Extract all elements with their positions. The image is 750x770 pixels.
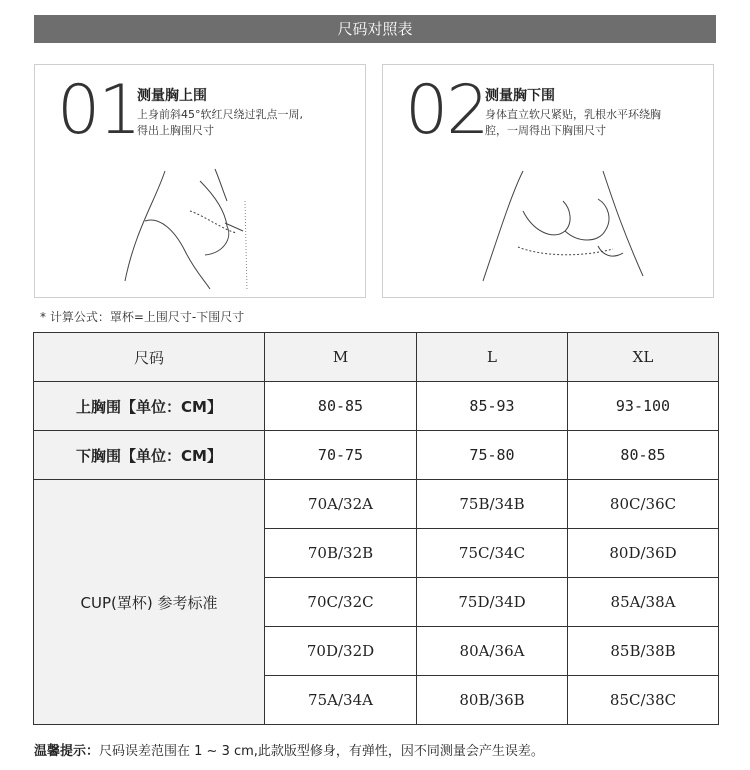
page-title: 尺码对照表 [34, 15, 716, 43]
table-cell: 80-85 [265, 382, 417, 431]
step-card-under-bust [382, 64, 714, 298]
row-label-upper-bust: 上胸围【单位：CM】 [34, 382, 265, 431]
table-cell: 75B/34B [417, 480, 568, 529]
table-row [34, 382, 719, 431]
step-desc-line: 身体直立软尺紧贴，乳根水平环绕胸 [485, 108, 661, 121]
size-chart-table [33, 332, 719, 725]
tip-text: 尺码误差范围在 1 ~ 3 cm,此款版型修身，有弹性，因不同测量会产生误差。 [99, 744, 544, 759]
row-label-cup: CUP(罩杯) 参考标准 [34, 480, 265, 725]
table-cell: 75D/34D [417, 578, 568, 627]
table-header-row [34, 333, 719, 382]
step-description [485, 107, 705, 139]
table-row [34, 431, 719, 480]
table-cell: 80C/36C [568, 480, 719, 529]
step-card-upper-bust [34, 64, 366, 298]
header-cell-size: 尺码 [34, 333, 265, 382]
table-cell: 93-100 [568, 382, 719, 431]
table-cell: 85B/38B [568, 627, 719, 676]
step-desc-line: 腔，一周得出下胸围尺寸 [485, 124, 606, 137]
header-cell-l: L [417, 333, 568, 382]
table-cell: 80D/36D [568, 529, 719, 578]
header-cell-xl: XL [568, 333, 719, 382]
table-cell: 70B/32B [265, 529, 417, 578]
step-number: 01 [57, 71, 140, 150]
table-cell: 75A/34A [265, 676, 417, 725]
table-cell: 85-93 [417, 382, 568, 431]
formula-note: * 计算公式：罩杯=上围尺寸-下围尺寸 [40, 310, 245, 324]
under-bust-measure-illustration [453, 161, 653, 291]
table-cell: 70A/32A [265, 480, 417, 529]
table-cell: 85A/38A [568, 578, 719, 627]
header-cell-m: M [265, 333, 417, 382]
upper-bust-measure-illustration [105, 161, 305, 291]
step-number: 02 [405, 71, 488, 150]
table-cell: 75C/34C [417, 529, 568, 578]
warm-tip [34, 740, 544, 759]
table-cell: 85C/38C [568, 676, 719, 725]
table-row [34, 480, 719, 529]
step-description [137, 107, 357, 139]
table-cell: 80A/36A [417, 627, 568, 676]
table-cell: 80-85 [568, 431, 719, 480]
step-title: 测量胸下围 [485, 88, 555, 104]
table-cell: 70D/32D [265, 627, 417, 676]
step-desc-line: 上身前斜45°软红尺绕过乳点一周, [137, 108, 303, 121]
tip-label: 温馨提示： [34, 744, 100, 759]
table-cell: 75-80 [417, 431, 568, 480]
step-desc-line: 得出上胸围尺寸 [137, 124, 214, 137]
table-cell: 80B/36B [417, 676, 568, 725]
table-cell: 70-75 [265, 431, 417, 480]
table-cell: 70C/32C [265, 578, 417, 627]
step-title: 测量胸上围 [137, 88, 207, 104]
row-label-under-bust: 下胸围【单位：CM】 [34, 431, 265, 480]
